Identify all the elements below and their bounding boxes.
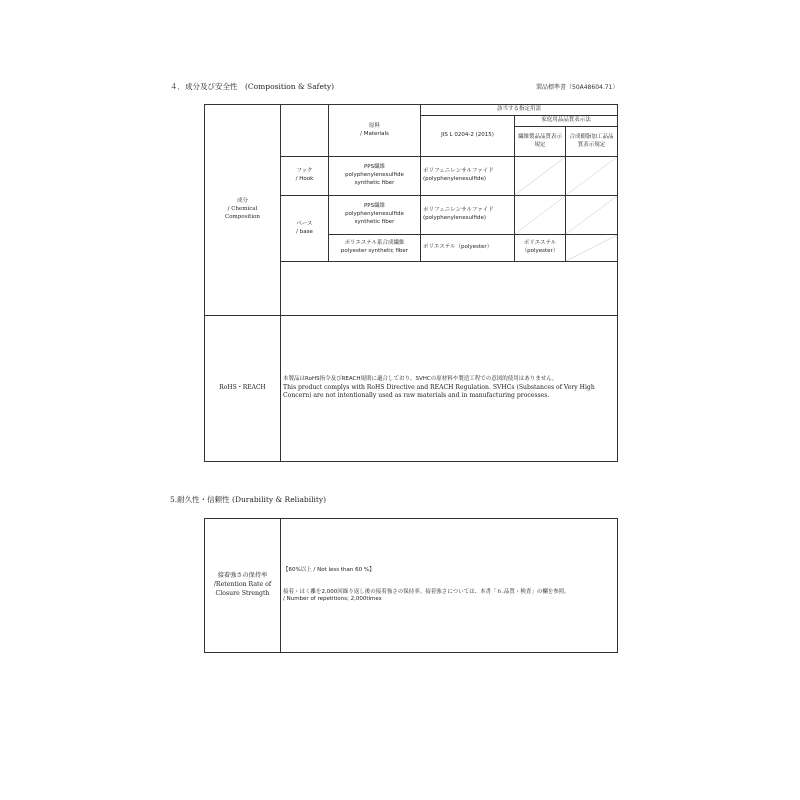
diagonal-line: [566, 196, 617, 234]
base-label-en: / base: [296, 228, 313, 235]
fiber-rule-line: ポリエステル: [523, 240, 557, 247]
diagonal-line: [515, 157, 565, 195]
jis-header: JIS L 0204-2 (2015): [421, 116, 515, 157]
jis-line: (polyphenylenesulfide): [423, 176, 487, 182]
designated-terms-header: 該当する指定用語: [421, 105, 618, 116]
durability-table: [204, 518, 618, 653]
diagonal-line: [515, 196, 565, 234]
standard-number: 製品標準書（50A48604.71）: [536, 84, 619, 91]
material-cell: [329, 157, 421, 196]
misc-rule-header-2: 質表示規定: [577, 141, 606, 148]
diagonal-line: [566, 157, 617, 195]
material-header-jp: 原料: [368, 122, 380, 129]
retention-label-en-1: /Retention Rate of: [213, 581, 272, 588]
retention-label-jp: 接着強さの保持率: [217, 572, 268, 580]
composition-label-jp: 成分: [236, 198, 248, 205]
composition-label-cell: [205, 105, 281, 316]
material-line: PPS繊維: [363, 203, 386, 210]
not-applicable-cell: [566, 235, 618, 262]
retention-label: [205, 519, 281, 653]
material-line: synthetic fiber: [354, 218, 395, 225]
material-line: polyphenylenesulfide: [345, 211, 404, 218]
rohs-statement-en: This product complys with RoHS Directive and REACH Regulation. SVHCs (Substances of Very High Concern) are not intentionally used as raw materials and in manufacturing processes.: [283, 383, 595, 400]
material-line: synthetic fiber: [354, 179, 395, 186]
hook-label: [281, 157, 329, 196]
retention-method: 接着・はく離を2,000回繰り返し後の接着強さの保持率。接着強さについては、本書「６.品質・検査」の欄を参照。: [283, 588, 570, 595]
fiber-rule-header: [515, 127, 566, 157]
misc-rule-header-1: 合成樹脂加工品品: [569, 133, 614, 140]
material-header-en: / Materials: [360, 130, 389, 137]
base-label-jp: ベース: [296, 220, 313, 227]
composition-label-en-2: Composition: [225, 213, 260, 220]
retention-requirement: 【60%以上 / Not less than 60 %】: [283, 566, 375, 573]
jis-line: ポリフェニレンサルファイド: [423, 168, 494, 175]
retention-description: [281, 519, 618, 653]
section4-title: ４．成分及び安全性 (Composition & Safety): [170, 82, 335, 91]
retention-repetitions: / Number of repetitions; 2,000times: [283, 596, 382, 603]
rohs-statement-jp: 本製品はRoHS指令及びREACH規則に適合しており、SVHCの原材料や製造工程での意図的使用はありません。: [283, 375, 558, 382]
material-cell: [329, 196, 421, 235]
rohs-label: RoHS・REACH: [205, 316, 281, 462]
not-applicable-cell: [566, 157, 618, 196]
composition-table: [204, 104, 618, 462]
hook-label-en: / Hook: [295, 176, 314, 182]
rohs-statement: [281, 316, 618, 462]
fiber-rule-header-2: 規定: [534, 141, 546, 148]
diagonal-line: [566, 235, 617, 261]
composition-label-en-1: / Chemical: [227, 206, 258, 213]
section5-title: 5.耐久性・信頼性 (Durability & Reliability): [170, 495, 327, 504]
not-applicable-cell: [515, 196, 566, 235]
jis-cell: [421, 196, 515, 235]
base-label: [281, 196, 329, 262]
material-line: polyester synthetic fiber: [340, 248, 409, 254]
material-cell: [329, 235, 421, 262]
jis-line: (polyphenylenesulfide): [423, 215, 487, 221]
fiber-rule-cell: [515, 235, 566, 262]
not-applicable-cell: [515, 157, 566, 196]
not-applicable-cell: [566, 196, 618, 235]
material-line: polyphenylenesulfide: [345, 172, 404, 179]
jis-cell: [421, 157, 515, 196]
household-header: 家庭用品品質表示法: [515, 116, 618, 127]
material-header: [329, 105, 421, 157]
material-line: PPS繊維: [363, 164, 386, 171]
blank-header-cell: [281, 105, 329, 157]
fiber-rule-line: （polyester）: [521, 248, 559, 254]
jis-line: ポリフェニレンサルファイド: [423, 207, 494, 214]
misc-rule-header: [566, 127, 618, 157]
retention-label-en-2: Closure Strength: [215, 589, 270, 597]
empty-cell: [281, 262, 618, 316]
jis-cell: ポリエステル（polyester）: [421, 235, 515, 262]
material-line: ポリエステル系合成繊維: [344, 240, 405, 247]
fiber-rule-header-1: 繊維製品品質表示: [517, 133, 562, 140]
hook-label-jp: フック: [296, 168, 313, 175]
